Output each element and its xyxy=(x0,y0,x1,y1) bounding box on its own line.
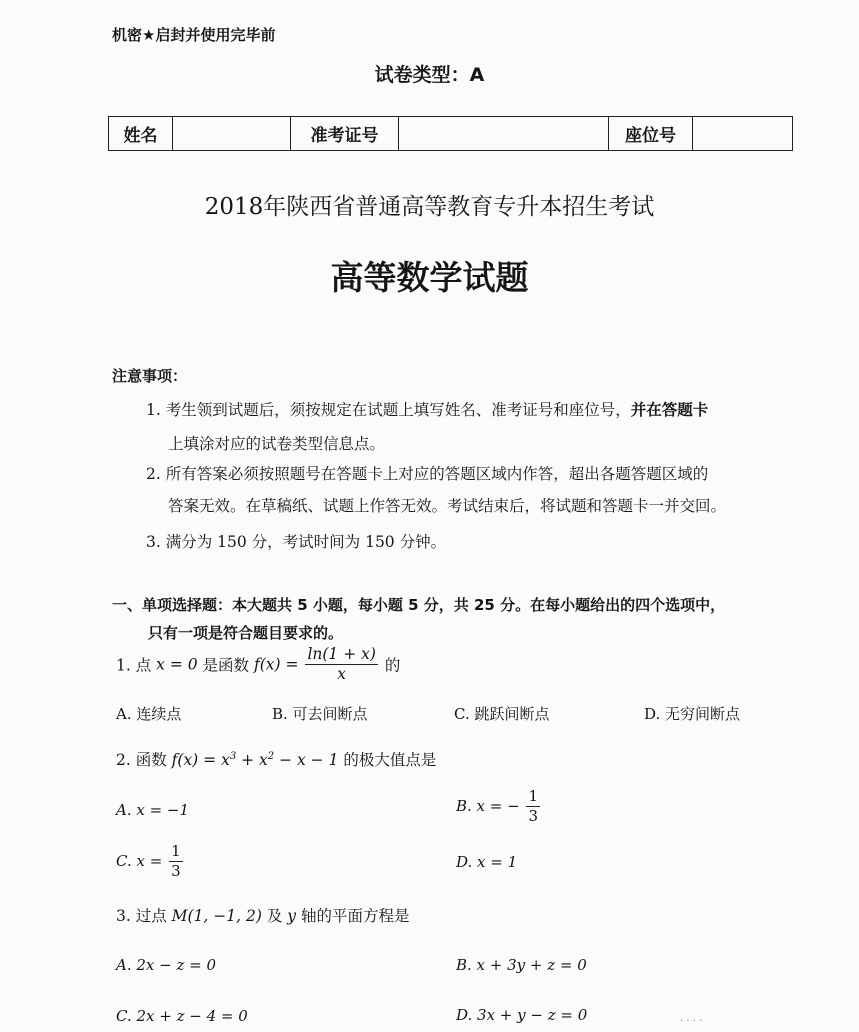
q3-option-b[interactable]: B. x + 3y + z = 0 xyxy=(456,956,587,974)
q3-axis: y xyxy=(287,907,297,925)
q3-option-a[interactable]: A. 2x − z = 0 xyxy=(116,956,217,974)
seat-number-field[interactable] xyxy=(693,117,793,151)
q2-suffix: 的极大值点是 xyxy=(343,751,437,769)
q1-prefix: 1. 点 xyxy=(116,656,152,675)
q2-exp2: 2 xyxy=(267,750,275,762)
q2-option-c-label: C. x = xyxy=(116,852,163,870)
q1-option-c[interactable]: C. 跳跃间断点 xyxy=(454,705,550,723)
q2-option-b-fraction xyxy=(526,788,540,824)
note-item-1-text: 1. 考生领到试题后，须按规定在试题上填写姓名、准考证号和座位号， xyxy=(146,401,631,419)
q2-option-c-num: 1 xyxy=(171,842,181,860)
q2-option-c-den: 3 xyxy=(171,861,181,880)
seat-number-label: 座位号 xyxy=(609,117,693,151)
q3-option-c[interactable]: C. 2x + z − 4 = 0 xyxy=(116,1007,248,1025)
q1-denominator: x xyxy=(337,665,347,684)
question-3 xyxy=(116,904,410,926)
note-item-1 xyxy=(146,398,708,420)
section-1-title: 一、单项选择题：本大题共 5 小题，每小题 5 分，共 25 分。在每小题给出的四个选项中， xyxy=(112,596,726,614)
confidential-notice: 机密★启封并使用完毕前 xyxy=(112,26,276,44)
q2-option-a[interactable]: A. x = −1 xyxy=(116,801,190,819)
section-1-title-cont: 只有一项是符合题目要求的。 xyxy=(148,624,344,642)
q1-option-a[interactable]: A. 连续点 xyxy=(116,705,182,723)
q1-point: x = 0 xyxy=(156,655,198,674)
q3-mid: 及 xyxy=(266,907,283,925)
q2-option-b-label: B. x = − xyxy=(456,797,520,815)
note-item-1-cont: 上填涂对应的试卷类型信息点。 xyxy=(168,435,386,453)
q1-option-b[interactable]: B. 可去间断点 xyxy=(272,705,368,723)
ticket-number-label: 准考证号 xyxy=(291,117,399,151)
note-item-2-cont: 答案无效。在草稿纸、试题上作答无效。考试结束后，将试题和答题卡一并交回。 xyxy=(168,497,727,515)
paper-type: 试卷类型：A xyxy=(374,64,485,86)
q2-option-d[interactable]: D. x = 1 xyxy=(456,853,518,871)
note-item-2: 2. 所有答案必须按照题号在答题卡上对应的答题区域内作答，超出各题答题区域的 xyxy=(146,465,709,483)
name-label: 姓名 xyxy=(109,117,173,151)
q1-mid: 是函数 xyxy=(202,656,250,675)
q2-exp1: 3 xyxy=(229,750,237,762)
q2-option-c[interactable] xyxy=(116,843,185,879)
candidate-info-table xyxy=(108,116,793,151)
exam-title: 2018年陕西省普通高等教育专升本招生考试 xyxy=(204,194,655,220)
q2-func-lhs: f(x) = x xyxy=(171,751,230,769)
note-item-1-emphasis: 并在答题卡 xyxy=(630,401,709,419)
q3-prefix: 3. 过点 xyxy=(116,907,167,925)
name-field[interactable] xyxy=(173,117,291,151)
q2-function xyxy=(172,751,339,769)
note-item-3: 3. 满分为 150 分，考试时间为 150 分钟。 xyxy=(146,533,447,551)
scan-watermark-mark: · · · · xyxy=(680,1016,703,1027)
q2-tail: − x − 1 xyxy=(274,751,339,769)
q1-fraction xyxy=(305,646,377,683)
question-2 xyxy=(116,748,436,770)
q2-prefix: 2. 函数 xyxy=(116,751,167,769)
q2-option-c-fraction xyxy=(169,843,183,879)
q1-numerator: ln(1 + x) xyxy=(305,646,377,665)
q1-suffix: 的 xyxy=(384,656,401,675)
q3-option-d[interactable]: D. 3x + y − z = 0 xyxy=(456,1006,588,1024)
ticket-number-field[interactable] xyxy=(399,117,609,151)
q3-point: M(1, −1, 2) xyxy=(171,907,262,925)
q3-suffix: 轴的平面方程是 xyxy=(301,907,410,925)
q2-option-b-num: 1 xyxy=(528,787,539,805)
q2-option-b[interactable] xyxy=(456,788,542,824)
q1-option-d[interactable]: D. 无穷间断点 xyxy=(644,705,741,723)
q2-plus: + x xyxy=(236,751,268,769)
notes-heading: 注意事项： xyxy=(112,367,188,385)
q2-option-b-den: 3 xyxy=(528,806,539,825)
subject-title: 高等数学试题 xyxy=(330,258,529,297)
question-1 xyxy=(116,646,400,683)
q1-func: f(x) = xyxy=(254,655,299,674)
